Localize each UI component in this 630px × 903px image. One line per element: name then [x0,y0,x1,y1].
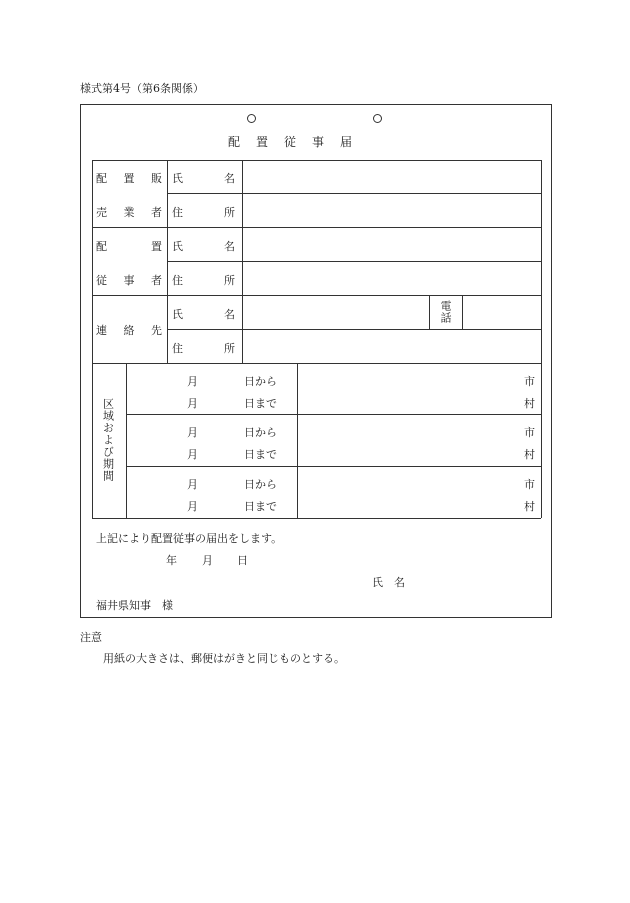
char: 業 [123,206,135,219]
seller-label-line1 [96,170,162,186]
contact-name-field[interactable] [243,296,428,329]
period-3-month-to: 月 [187,500,198,513]
period-2-month-from: 月 [187,426,198,439]
char: 名 [224,240,235,253]
char: 販 [151,172,162,185]
period-1-to: 日まで [244,397,277,410]
seller-name-label [172,170,235,186]
seller-address-field[interactable] [243,194,540,227]
contact-label [96,322,162,338]
worker-name-label [172,238,235,254]
char: 連 [96,324,107,337]
period-2-to: 日まで [244,448,277,461]
period-3-to: 日まで [244,500,277,513]
punch-hole-left-icon [247,114,256,123]
form-number: 様式第4号（第6条関係） [80,82,204,95]
char: 従 [96,274,107,287]
contact-phone-field[interactable] [463,296,540,329]
char: 売 [96,206,107,219]
period-1-month-to: 月 [187,397,198,410]
punch-hole-right-icon [373,114,382,123]
period-1-month-from: 月 [187,375,198,388]
period-1-from: 日から [244,375,277,388]
period-2-village: 村 [524,448,535,461]
char: 氏 [172,240,183,253]
char: 名 [224,308,235,321]
worker-address-field[interactable] [243,262,540,295]
period-1-village: 村 [524,397,535,410]
char: 配 [96,240,107,253]
seller-address-label [172,204,235,220]
char: 名 [224,172,235,185]
period-3-city: 市 [524,478,535,491]
period-3-month-from: 月 [187,478,198,491]
char: 先 [151,324,162,337]
char: 所 [224,342,235,355]
char: 住 [172,206,183,219]
form-title: 配 置 従 事 届 [228,135,355,149]
char: 氏 [172,308,183,321]
char: 氏 [172,172,183,185]
period-label: 区域および期間 [101,398,115,482]
phone-label: 電話 [439,300,452,324]
char: 所 [224,274,235,287]
signer-name-label: 氏 名 [372,576,405,589]
contact-name-label [172,306,235,322]
char: 住 [172,274,183,287]
char: 配 [96,172,107,185]
notes-title: 注意 [80,631,102,644]
date-day: 日 [237,554,248,567]
period-2-city: 市 [524,426,535,439]
worker-label-line2 [96,272,162,288]
worker-label-line1 [96,238,162,254]
worker-address-label [172,272,235,288]
date-year: 年 [166,554,177,567]
worker-name-field[interactable] [243,228,540,261]
char: 事 [123,274,135,287]
seller-name-field[interactable] [243,161,540,193]
date-month: 月 [202,554,213,567]
period-1-city: 市 [524,375,535,388]
statement-text: 上記により配置従事の届出をします。 [96,532,283,545]
char: 住 [172,342,183,355]
contact-address-field[interactable] [243,330,540,363]
period-3-from: 日から [244,478,277,491]
notes-text: 用紙の大きさは、郵便はがきと同じものとする。 [103,652,345,665]
char: 置 [123,172,135,185]
period-2-from: 日から [244,426,277,439]
char: 者 [151,274,162,287]
contact-address-label [172,340,235,356]
seller-label-line2 [96,204,162,220]
char: 者 [151,206,162,219]
addressee: 福井県知事 様 [96,599,173,612]
char: 絡 [123,324,135,337]
period-3-village: 村 [524,500,535,513]
period-2-month-to: 月 [187,448,198,461]
char: 置 [151,240,162,253]
char: 所 [224,206,235,219]
